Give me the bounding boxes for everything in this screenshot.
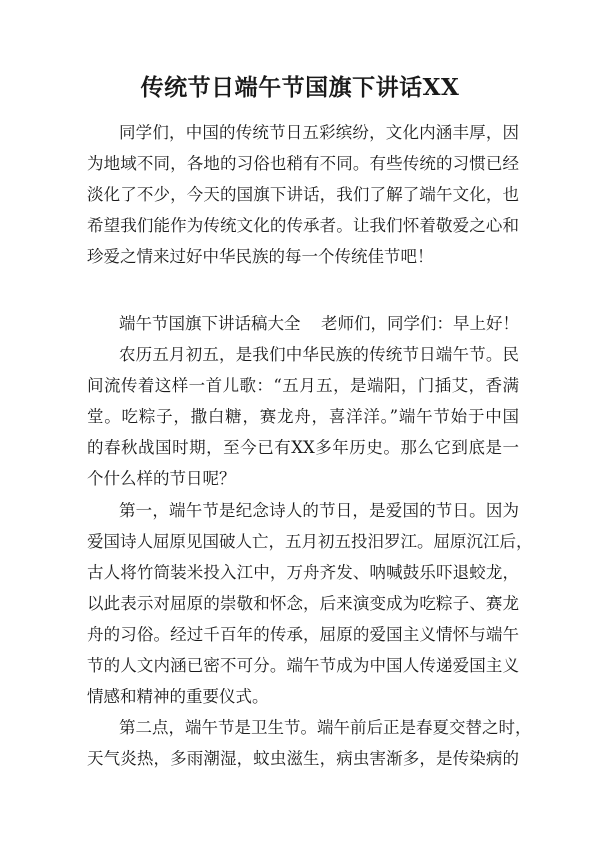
para2-line-5: 舟的习俗。经过千百年的传承，屈原的爱国主义情怀与端午 — [87, 625, 519, 644]
speech-subheading — [119, 312, 519, 336]
para2-line-6: 节的人文内涵已密不可分。端午节成为中国人传递爱国主义 — [87, 656, 519, 675]
para2-line-7: 情感和精神的重要仪式。 — [87, 687, 269, 706]
para1-line-1: 农历五月初五，是我们中华民族的传统节日端午节。民 — [119, 345, 519, 364]
para2-line-2: 爱国诗人屈原见国破人亡，五月初五投汨罗江。屈原沉江后， — [87, 532, 533, 551]
intro-line-5: 珍爱之情来过好中华民族的每一个传统佳节吧！ — [87, 247, 434, 266]
para2-line-3: 古人将竹筒装米投入江中，万舟齐发、呐喊鼓乐吓退蛟龙， — [87, 563, 519, 582]
intro-line-3: 淡化了不少，今天的国旗下讲话，我们了解了端午文化，也 — [87, 185, 519, 204]
para2-line-4: 以此表示对屈原的崇敬和怀念，后来演变成为吃粽子、赛龙 — [87, 594, 519, 613]
para1-line-4: 的春秋战国时期，至今已有XX多年历史。那么它到底是一 — [87, 438, 519, 457]
speech-title: 端午节国旗下讲话稿大全 — [119, 314, 301, 333]
intro-line-2: 为地域不同，各地的习俗也稍有不同。有些传统的习惯已经 — [87, 154, 519, 173]
para1-line-3: 堂。吃粽子，撒白糖，赛龙舟，喜洋洋。”端午节始于中国 — [87, 407, 519, 426]
intro-line-4: 希望我们能作为传统文化的传承者。让我们怀着敬爱之心和 — [87, 216, 519, 235]
para1-line-2: 间流传着这样一首儿歌：“五月五，是端阳，门插艾，香满 — [87, 376, 519, 395]
document-title: 传统节日端午节国旗下讲话XX — [140, 74, 460, 101]
para3-line-1: 第二点，端午节是卫生节。端午前后正是春夏交替之时， — [119, 718, 532, 737]
intro-line-1: 同学们，中国的传统节日五彩缤纷，文化内涵丰厚，因 — [119, 123, 519, 142]
para3-line-2: 天气炎热，多雨潮湿，蚊虫滋生，病虫害渐多，是传染病的 — [87, 749, 519, 768]
speech-greeting: 老师们，同学们：早上好！ — [321, 314, 519, 333]
para2-line-1: 第一，端午节是纪念诗人的节日，是爱国的节日。因为 — [119, 501, 519, 520]
para1-line-5: 个什么样的节日呢？ — [87, 469, 236, 488]
